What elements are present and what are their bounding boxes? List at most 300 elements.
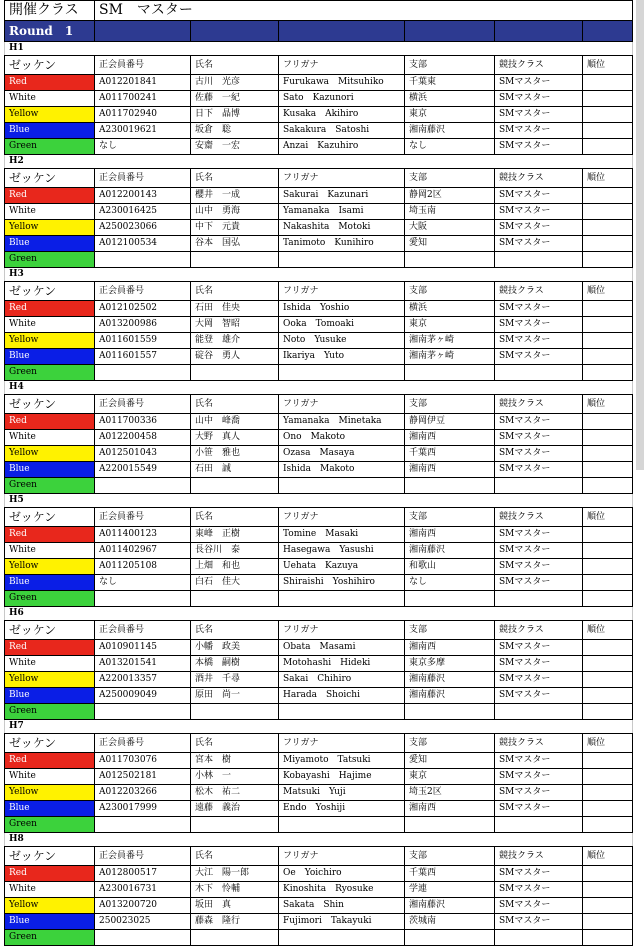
heat-title: H7 (5, 720, 633, 734)
furigana-cell: Noto Yusuke (279, 333, 405, 349)
rank-cell (583, 543, 633, 559)
rank-cell (583, 139, 633, 155)
member-number-cell: A012100534 (95, 236, 191, 252)
rank-cell (583, 930, 633, 946)
column-header: 氏名 (191, 734, 279, 753)
column-header: 競技クラス (495, 734, 583, 753)
rank-cell (583, 91, 633, 107)
branch-cell: 湘南藤沢 (405, 672, 495, 688)
furigana-cell: Obata Masami (279, 640, 405, 656)
bib-color-cell: Red (5, 414, 95, 430)
member-number-cell: なし (95, 139, 191, 155)
column-header: 順位 (583, 56, 633, 75)
name-cell: 谷本 国弘 (191, 236, 279, 252)
member-number-cell: A013200986 (95, 317, 191, 333)
name-cell (191, 365, 279, 381)
name-cell: 遠藤 義治 (191, 801, 279, 817)
member-number-cell: A012203266 (95, 785, 191, 801)
bib-color-cell: Blue (5, 688, 95, 704)
table-row (5, 785, 633, 801)
column-header-row (5, 169, 633, 188)
name-cell (191, 817, 279, 833)
rank-cell (583, 817, 633, 833)
column-header: 正会員番号 (95, 508, 191, 527)
bib-color-cell: Green (5, 478, 95, 494)
column-header: 競技クラス (495, 847, 583, 866)
heat-table-body (5, 1, 633, 946)
branch-cell: 湘南西 (405, 527, 495, 543)
column-header: 競技クラス (495, 169, 583, 188)
branch-cell: 湘南茅ヶ崎 (405, 333, 495, 349)
bib-color-cell: White (5, 317, 95, 333)
bib-color-cell: Yellow (5, 785, 95, 801)
bib-color-cell: Red (5, 527, 95, 543)
name-cell: 大江 陽一郎 (191, 866, 279, 882)
rank-cell (583, 333, 633, 349)
name-cell: 松木 祐二 (191, 785, 279, 801)
furigana-cell (279, 252, 405, 268)
heat-title: H2 (5, 155, 633, 169)
branch-cell: 埼玉2区 (405, 785, 495, 801)
member-number-cell: A011700336 (95, 414, 191, 430)
member-number-cell: A250023066 (95, 220, 191, 236)
class-cell (495, 591, 583, 607)
name-cell: 木下 怜輔 (191, 882, 279, 898)
branch-cell: なし (405, 139, 495, 155)
branch-cell (405, 704, 495, 720)
column-header-row (5, 395, 633, 414)
branch-cell: 湘南西 (405, 801, 495, 817)
bib-color-cell: Blue (5, 914, 95, 930)
furigana-cell: Yamanaka Minetaka (279, 414, 405, 430)
branch-cell: 静岡2区 (405, 188, 495, 204)
name-cell: 石田 誠 (191, 462, 279, 478)
member-number-cell: A011205108 (95, 559, 191, 575)
bib-color-cell: Red (5, 75, 95, 91)
furigana-cell: Shiraishi Yoshihiro (279, 575, 405, 591)
class-cell: SMマスター (495, 349, 583, 365)
table-row (5, 478, 633, 494)
name-cell: 古川 光彦 (191, 75, 279, 91)
name-cell: 大岡 智昭 (191, 317, 279, 333)
heat-title: H8 (5, 833, 633, 847)
round-label: Round 1 (5, 21, 95, 42)
member-number-cell: A230017999 (95, 801, 191, 817)
name-cell: 坂田 真 (191, 898, 279, 914)
class-cell: SMマスター (495, 333, 583, 349)
class-cell (495, 252, 583, 268)
member-number-cell: A012200143 (95, 188, 191, 204)
class-cell: SMマスター (495, 527, 583, 543)
class-cell: SMマスター (495, 139, 583, 155)
member-number-cell: A013200720 (95, 898, 191, 914)
column-header: 氏名 (191, 847, 279, 866)
column-header: 競技クラス (495, 282, 583, 301)
bib-color-cell: White (5, 91, 95, 107)
column-header: 正会員番号 (95, 169, 191, 188)
member-number-cell: A011601557 (95, 349, 191, 365)
class-cell: SMマスター (495, 91, 583, 107)
column-header: 氏名 (191, 282, 279, 301)
rank-cell (583, 317, 633, 333)
name-cell: 酒井 千尋 (191, 672, 279, 688)
column-header: ゼッケン (5, 395, 95, 414)
name-cell (191, 704, 279, 720)
member-number-cell (95, 817, 191, 833)
name-cell: 小笹 雅也 (191, 446, 279, 462)
name-cell (191, 252, 279, 268)
furigana-cell (279, 365, 405, 381)
column-header: 支部 (405, 734, 495, 753)
furigana-cell: Ishida Yoshio (279, 301, 405, 317)
branch-cell: 愛知 (405, 753, 495, 769)
heat-title-row (5, 155, 633, 169)
class-cell: SMマスター (495, 866, 583, 882)
column-header: 正会員番号 (95, 847, 191, 866)
member-number-cell (95, 478, 191, 494)
column-header: フリガナ (279, 621, 405, 640)
name-cell: 碇谷 勇人 (191, 349, 279, 365)
heat-title-row (5, 607, 633, 621)
rank-cell (583, 236, 633, 252)
furigana-cell: Ono Makoto (279, 430, 405, 446)
class-cell: SMマスター (495, 801, 583, 817)
rank-cell (583, 704, 633, 720)
table-row (5, 188, 633, 204)
member-number-cell: A012200458 (95, 430, 191, 446)
column-header: フリガナ (279, 56, 405, 75)
member-number-cell: A011702940 (95, 107, 191, 123)
round-row (5, 21, 633, 42)
column-header: 順位 (583, 508, 633, 527)
branch-cell: 東京多摩 (405, 656, 495, 672)
column-header: 正会員番号 (95, 56, 191, 75)
name-cell: 宮本 樹 (191, 753, 279, 769)
column-header: ゼッケン (5, 621, 95, 640)
table-row (5, 914, 633, 930)
rank-cell (583, 349, 633, 365)
rank-cell (583, 365, 633, 381)
bib-color-cell: Blue (5, 801, 95, 817)
branch-cell: 湘南藤沢 (405, 543, 495, 559)
column-header: 順位 (583, 282, 633, 301)
heat-title: H5 (5, 494, 633, 508)
branch-cell: 静岡伊豆 (405, 414, 495, 430)
column-header: 支部 (405, 169, 495, 188)
table-row (5, 753, 633, 769)
rank-cell (583, 75, 633, 91)
name-cell: 上畑 和也 (191, 559, 279, 575)
class-cell: SMマスター (495, 543, 583, 559)
branch-cell: 湘南西 (405, 430, 495, 446)
member-number-cell (95, 930, 191, 946)
branch-cell: 千葉西 (405, 866, 495, 882)
rank-cell (583, 446, 633, 462)
rank-cell (583, 478, 633, 494)
table-row (5, 204, 633, 220)
bib-color-cell: White (5, 769, 95, 785)
name-cell: 小林 一 (191, 769, 279, 785)
class-cell: SMマスター (495, 123, 583, 139)
rank-cell (583, 656, 633, 672)
heat-title: H1 (5, 42, 633, 56)
column-header: 順位 (583, 169, 633, 188)
branch-cell (405, 365, 495, 381)
column-header: ゼッケン (5, 508, 95, 527)
heat-title-row (5, 268, 633, 282)
branch-cell: 大阪 (405, 220, 495, 236)
column-header: 順位 (583, 621, 633, 640)
class-cell (495, 817, 583, 833)
furigana-cell: Kinoshita Ryosuke (279, 882, 405, 898)
class-cell: SMマスター (495, 575, 583, 591)
table-row (5, 333, 633, 349)
table-row (5, 866, 633, 882)
table-row (5, 882, 633, 898)
furigana-cell: Sakakura Satoshi (279, 123, 405, 139)
class-cell (495, 478, 583, 494)
column-header-row (5, 56, 633, 75)
column-header: 氏名 (191, 621, 279, 640)
class-cell: SMマスター (495, 301, 583, 317)
table-row (5, 75, 633, 91)
column-header: 氏名 (191, 395, 279, 414)
branch-cell: 横浜 (405, 91, 495, 107)
furigana-cell: Sato Kazunori (279, 91, 405, 107)
table-row (5, 349, 633, 365)
rank-cell (583, 688, 633, 704)
branch-cell: 愛知 (405, 236, 495, 252)
rank-cell (583, 785, 633, 801)
bib-color-cell: Blue (5, 349, 95, 365)
column-header: ゼッケン (5, 56, 95, 75)
bib-color-cell: Green (5, 704, 95, 720)
table-row (5, 704, 633, 720)
scrollbar-edge[interactable] (636, 0, 644, 470)
branch-cell: 東京 (405, 769, 495, 785)
name-cell: 安齋 一宏 (191, 139, 279, 155)
bib-color-cell: Green (5, 252, 95, 268)
column-header: 支部 (405, 282, 495, 301)
branch-cell: 湘南西 (405, 640, 495, 656)
column-header: 競技クラス (495, 56, 583, 75)
column-header: 支部 (405, 621, 495, 640)
column-header: 正会員番号 (95, 282, 191, 301)
column-header: フリガナ (279, 282, 405, 301)
column-header: フリガナ (279, 169, 405, 188)
rank-cell (583, 301, 633, 317)
column-header: ゼッケン (5, 282, 95, 301)
class-cell: SMマスター (495, 688, 583, 704)
rank-cell (583, 204, 633, 220)
furigana-cell: Harada Shoichi (279, 688, 405, 704)
rank-cell (583, 769, 633, 785)
class-cell: SMマスター (495, 236, 583, 252)
table-row (5, 301, 633, 317)
member-number-cell: A012800517 (95, 866, 191, 882)
bib-color-cell: Red (5, 640, 95, 656)
bib-color-cell: Yellow (5, 559, 95, 575)
column-header: 正会員番号 (95, 621, 191, 640)
member-number-cell (95, 704, 191, 720)
branch-cell: 茨城南 (405, 914, 495, 930)
member-number-cell: A011703076 (95, 753, 191, 769)
class-cell: SMマスター (495, 220, 583, 236)
table-row (5, 817, 633, 833)
column-header: ゼッケン (5, 847, 95, 866)
furigana-cell: Uehata Kazuya (279, 559, 405, 575)
furigana-cell: Miyamoto Tatsuki (279, 753, 405, 769)
bib-color-cell: Green (5, 817, 95, 833)
furigana-cell: Sakurai Kazunari (279, 188, 405, 204)
branch-cell: 湘南藤沢 (405, 123, 495, 139)
bib-color-cell: Green (5, 139, 95, 155)
furigana-cell: Tomine Masaki (279, 527, 405, 543)
member-number-cell (95, 252, 191, 268)
bib-color-cell: Blue (5, 575, 95, 591)
branch-cell (405, 252, 495, 268)
table-row (5, 107, 633, 123)
member-number-cell: A220015549 (95, 462, 191, 478)
member-number-cell (95, 591, 191, 607)
branch-cell: なし (405, 575, 495, 591)
rank-cell (583, 220, 633, 236)
furigana-cell: Motohashi Hideki (279, 656, 405, 672)
table-row (5, 543, 633, 559)
table-row (5, 801, 633, 817)
furigana-cell (279, 591, 405, 607)
table-row (5, 317, 633, 333)
name-cell (191, 591, 279, 607)
furigana-cell: Anzai Kazuhiro (279, 139, 405, 155)
branch-cell (405, 478, 495, 494)
furigana-cell: Ooka Tomoaki (279, 317, 405, 333)
bib-color-cell: White (5, 882, 95, 898)
column-header: 競技クラス (495, 395, 583, 414)
class-header-row (5, 1, 633, 21)
branch-cell: 湘南西 (405, 462, 495, 478)
name-cell: 佐藤 一紀 (191, 91, 279, 107)
member-number-cell: A010901145 (95, 640, 191, 656)
branch-cell: 千葉東 (405, 75, 495, 91)
table-row (5, 672, 633, 688)
bib-color-cell: Yellow (5, 333, 95, 349)
table-row (5, 414, 633, 430)
heat-title-row (5, 381, 633, 395)
member-number-cell: A230016731 (95, 882, 191, 898)
bib-color-cell: Blue (5, 123, 95, 139)
rank-cell (583, 672, 633, 688)
bib-color-cell: Blue (5, 462, 95, 478)
column-header: 競技クラス (495, 508, 583, 527)
heat-title-row (5, 42, 633, 56)
branch-cell: 埼玉南 (405, 204, 495, 220)
name-cell: 白石 佳大 (191, 575, 279, 591)
bib-color-cell: Yellow (5, 220, 95, 236)
rank-cell (583, 801, 633, 817)
class-cell: SMマスター (495, 446, 583, 462)
column-header: 順位 (583, 734, 633, 753)
name-cell: 東峰 正樹 (191, 527, 279, 543)
table-row (5, 656, 633, 672)
member-number-cell: A011700241 (95, 91, 191, 107)
class-cell: SMマスター (495, 414, 583, 430)
column-header: フリガナ (279, 847, 405, 866)
class-cell: SMマスター (495, 656, 583, 672)
branch-cell (405, 930, 495, 946)
class-cell: SMマスター (495, 753, 583, 769)
name-cell: 中下 元貴 (191, 220, 279, 236)
branch-cell: 東京 (405, 317, 495, 333)
bib-color-cell: Yellow (5, 672, 95, 688)
rank-cell (583, 914, 633, 930)
branch-cell: 湘南茅ヶ崎 (405, 349, 495, 365)
member-number-cell: A250009049 (95, 688, 191, 704)
furigana-cell: Endo Yoshiji (279, 801, 405, 817)
rank-cell (583, 753, 633, 769)
furigana-cell: Ozasa Masaya (279, 446, 405, 462)
column-header: 順位 (583, 395, 633, 414)
member-number-cell: A012201841 (95, 75, 191, 91)
furigana-cell: Kusaka Akihiro (279, 107, 405, 123)
furigana-cell: Sakata Shin (279, 898, 405, 914)
bib-color-cell: Red (5, 188, 95, 204)
bib-color-cell: White (5, 430, 95, 446)
heat-sheet (4, 0, 632, 946)
name-cell: 石田 佳央 (191, 301, 279, 317)
class-cell: SMマスター (495, 107, 583, 123)
bib-color-cell: White (5, 543, 95, 559)
furigana-cell: Yamanaka Isami (279, 204, 405, 220)
heat-title-row (5, 833, 633, 847)
furigana-cell: Ikariya Yuto (279, 349, 405, 365)
name-cell (191, 930, 279, 946)
rank-cell (583, 640, 633, 656)
column-header: フリガナ (279, 508, 405, 527)
column-header: 支部 (405, 56, 495, 75)
rank-cell (583, 188, 633, 204)
table-row (5, 688, 633, 704)
table-row (5, 365, 633, 381)
rank-cell (583, 559, 633, 575)
column-header: フリガナ (279, 734, 405, 753)
class-cell (495, 704, 583, 720)
member-number-cell: A011601559 (95, 333, 191, 349)
table-row (5, 252, 633, 268)
column-header: 競技クラス (495, 621, 583, 640)
class-cell: SMマスター (495, 430, 583, 446)
branch-cell (405, 817, 495, 833)
table-row (5, 462, 633, 478)
member-number-cell: A230019621 (95, 123, 191, 139)
member-number-cell: A012502181 (95, 769, 191, 785)
heat-title: H3 (5, 268, 633, 282)
rank-cell (583, 430, 633, 446)
furigana-cell: Tanimoto Kunihiro (279, 236, 405, 252)
name-cell: 大野 真人 (191, 430, 279, 446)
column-header-row (5, 508, 633, 527)
class-cell: SMマスター (495, 882, 583, 898)
branch-cell: 学連 (405, 882, 495, 898)
heat-title-row (5, 720, 633, 734)
branch-cell: 湘南藤沢 (405, 688, 495, 704)
furigana-cell: Sakai Chihiro (279, 672, 405, 688)
branch-cell: 千葉西 (405, 446, 495, 462)
bib-color-cell: Red (5, 866, 95, 882)
member-number-cell: A011402967 (95, 543, 191, 559)
table-row (5, 559, 633, 575)
name-cell: 藤森 隆行 (191, 914, 279, 930)
